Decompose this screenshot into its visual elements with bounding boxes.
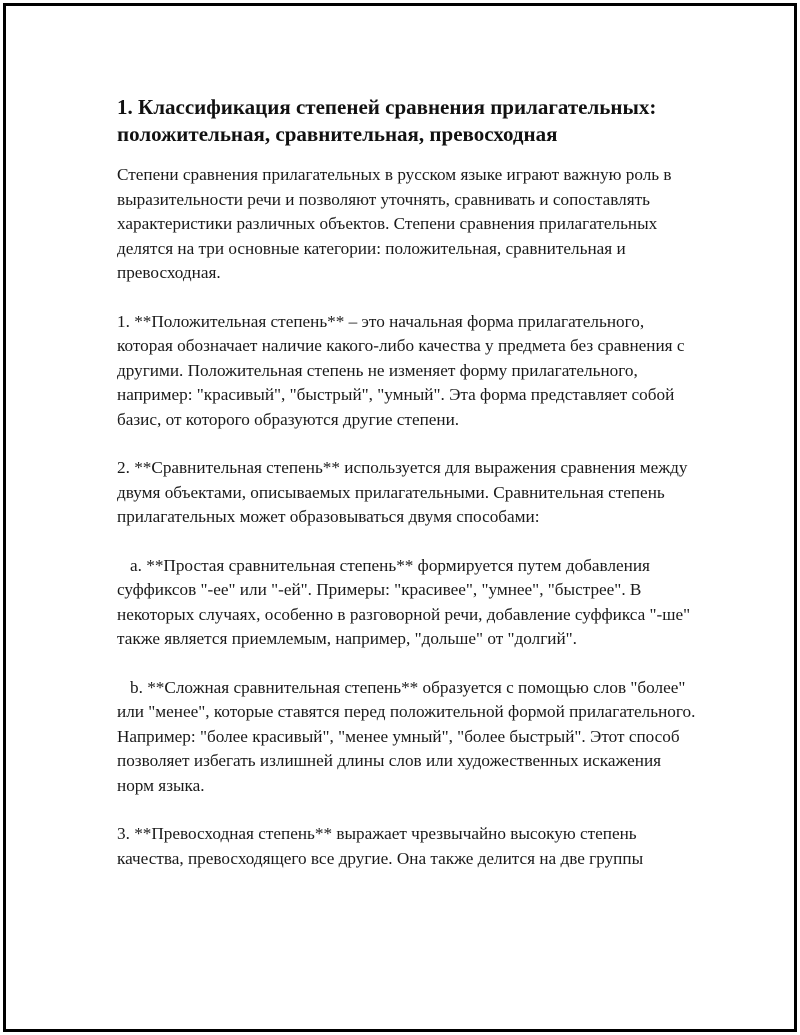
simple-comparative-paragraph: a. **Простая сравнительная степень** формируется путем добавления суффиксов "-ее" или "-ей". Примеры: "красивее", "умнее", "быстрее". В некоторых случаях, особенно в разговорной речи, добавление суффикса "-ше" также является приемлемым, например, "дольше" от "долгий". xyxy=(117,555,695,648)
comparative-degree-paragraph: 2. **Сравнительная степень** используется для выражения сравнения между двумя объектами, описываемых прилагательными. Сравнительная степень прилагательных может образовываться двумя способами: xyxy=(117,458,692,526)
section-heading: 1. Классификация степеней сравнения прилагательных: положительная, сравнительная, превосходная xyxy=(117,95,657,146)
positive-degree-paragraph: 1. **Положительная степень** – это начальная форма прилагательного, которая обозначает наличие какого-либо качества у предмета без сравнения с другими. Положительная степень не изменяет форму прилагательного, например: "красивый", "быстрый", "умный". Эта форма представляет собой базис, от которого образуются другие степени. xyxy=(117,311,689,429)
intro-paragraph: Степени сравнения прилагательных в русском языке играют важную роль в выразительности речи и позволяют уточнять, сравнивать и сопоставлять характеристики различных объектов. Степени сравнения прилагательных делятся на три основные категории: положительная, сравнительная и превосходная. xyxy=(117,165,676,282)
compound-comparative-paragraph: b. **Сложная сравнительная степень** образуется с помощью слов "более" или "менее", которые ставятся перед положительной формой прилагательного. Например: "более красивый", "менее умный", "более быстрый". Этот способ позволяет избегать излишней длины слов или художественных искажения норм языка. xyxy=(117,677,700,795)
document-body xyxy=(117,94,700,895)
superlative-degree-paragraph: 3. **Превосходная степень** выражает чрезвычайно высокую степень качества, превосходящего все другие. Она также делится на две группы xyxy=(117,824,644,868)
